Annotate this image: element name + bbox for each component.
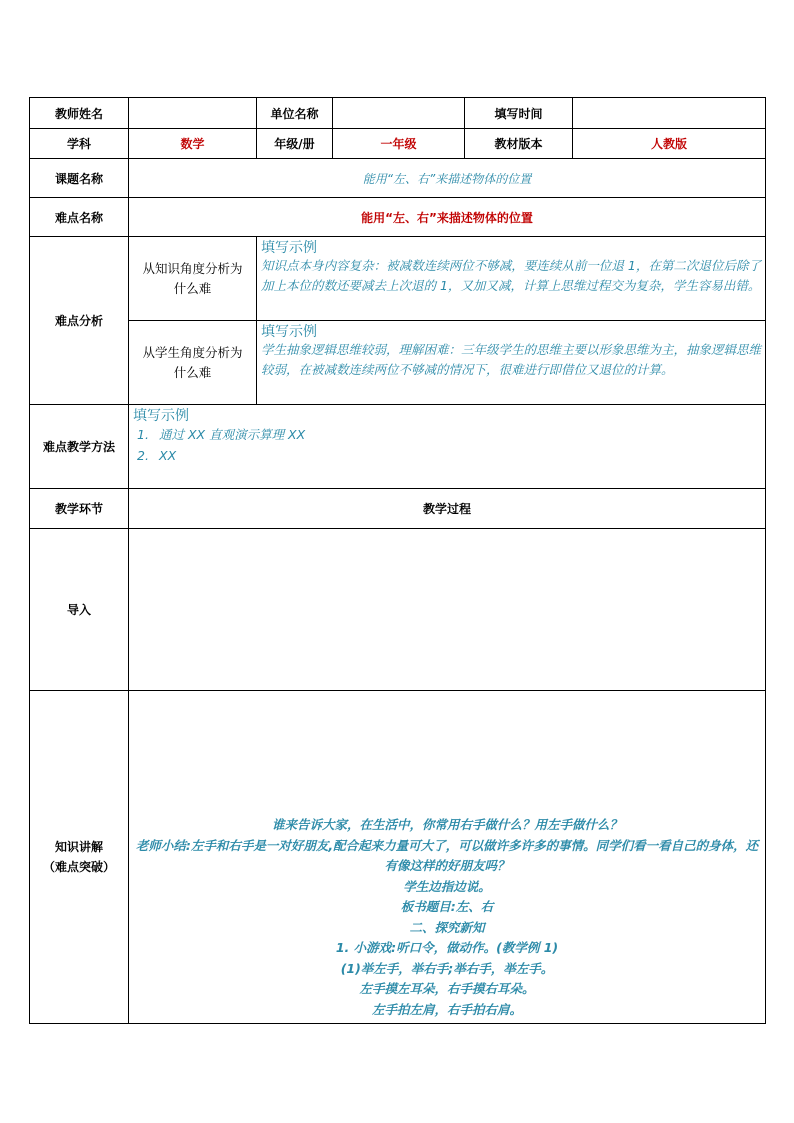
student-angle-content[interactable] — [257, 321, 766, 405]
process-line: 二、探究新知 — [409, 919, 485, 935]
teacher-name-field[interactable] — [129, 98, 257, 129]
teaching-process-header: 教学过程 — [129, 489, 766, 529]
knowledge-example-text: 知识点本身内容复杂：被减数连续两位不够减，要连续从前一位退 1，在第二次退位后除了加上本位的数还要减去上次退的 1，又加又减，计算上思维过程交为复杂，学生容易出错。 — [261, 258, 761, 293]
analysis-knowledge-row — [30, 237, 766, 321]
knowledge-angle-label: 从知识角度分析为什么难 — [129, 237, 257, 321]
list-item — [137, 445, 765, 466]
student-example-text: 学生抽象逻辑思维较弱，理解困难：三年级学生的思维主要以形象思维为主，抽象逻辑思维较弱，在被减数连续两位不够减的情况下，很难进行即借位又退位的计算。 — [261, 342, 762, 377]
subject-label: 学科 — [30, 129, 129, 159]
fill-time-field[interactable] — [573, 98, 766, 129]
edition-value[interactable]: 人教版 — [573, 129, 766, 159]
knowledge-label-line-1: 知识讲解 — [54, 840, 103, 854]
knowledge-row — [30, 691, 766, 1024]
list-item — [137, 424, 765, 445]
unit-name-label: 单位名称 — [257, 98, 333, 129]
knowledge-label-line-2: （难点突破） — [42, 860, 115, 874]
unit-name-field[interactable] — [333, 98, 465, 129]
lesson-name-label: 课题名称 — [30, 159, 129, 198]
knowledge-explanation-label — [30, 691, 129, 1024]
teacher-name-label: 教师姓名 — [30, 98, 129, 129]
process-line: 左手拍左肩，右手拍右肩。 — [371, 1001, 522, 1017]
intro-row — [30, 529, 766, 691]
difficulty-analysis-label: 难点分析 — [30, 237, 129, 405]
lesson-plan-table — [29, 97, 766, 1024]
list-item-text: 通过 XX 直观演示算理 XX — [159, 427, 306, 442]
knowledge-example-label: 填写示例 — [261, 240, 317, 256]
teaching-stage-header: 教学环节 — [30, 489, 129, 529]
process-line: (1)举左手，举右手;举右手，举左手。 — [340, 960, 554, 976]
process-line: 板书题目:左、右 — [400, 899, 494, 914]
lesson-plan-form — [29, 97, 765, 1024]
header-row-2 — [30, 129, 766, 159]
header-row-1 — [30, 98, 766, 129]
student-example-label: 填写示例 — [261, 324, 317, 340]
method-row — [30, 405, 766, 489]
process-line: 谁来告诉大家，在生活中，你常用右手做什么？用左手做什么？ — [271, 817, 622, 832]
list-item-text: XX — [159, 448, 177, 463]
teaching-method-label: 难点教学方法 — [30, 405, 129, 489]
process-line: 老师小结:左手和右手是一对好朋友,配合起来力量可大了，可以做许多许多的事情。同学们看一看自己的身体，还有像这样的好朋友吗？ — [135, 837, 759, 873]
process-line: 左手摸左耳朵，右手摸右耳朵。 — [359, 981, 535, 996]
intro-content[interactable] — [129, 529, 766, 691]
difficulty-row — [30, 198, 766, 237]
analysis-student-row — [30, 321, 766, 405]
list-item-number: 2. — [137, 448, 149, 463]
difficulty-name-label: 难点名称 — [30, 198, 129, 237]
student-angle-label: 从学生角度分析为什么难 — [129, 321, 257, 405]
teaching-method-content[interactable] — [129, 405, 766, 489]
process-line: 1. 小游戏:听口令，做动作。(教学例 1) — [335, 940, 559, 955]
process-line: 学生边指边说。 — [403, 878, 491, 894]
knowledge-angle-content[interactable] — [257, 237, 766, 321]
subject-value[interactable]: 数学 — [129, 129, 257, 159]
intro-label: 导入 — [30, 529, 129, 691]
method-example-label: 填写示例 — [133, 408, 189, 424]
difficulty-name-value[interactable]: 能用“左、右”来描述物体的位置 — [129, 198, 766, 237]
fill-time-label: 填写时间 — [465, 98, 573, 129]
process-header-row — [30, 489, 766, 529]
grade-value[interactable]: 一年级 — [333, 129, 465, 159]
knowledge-explanation-content[interactable] — [129, 691, 766, 1024]
edition-label: 教材版本 — [465, 129, 573, 159]
grade-label: 年级/册 — [257, 129, 333, 159]
lesson-name-value[interactable]: 能用“左、右”来描述物体的位置 — [129, 159, 766, 198]
lesson-row — [30, 159, 766, 198]
list-item-number: 1. — [137, 427, 149, 442]
